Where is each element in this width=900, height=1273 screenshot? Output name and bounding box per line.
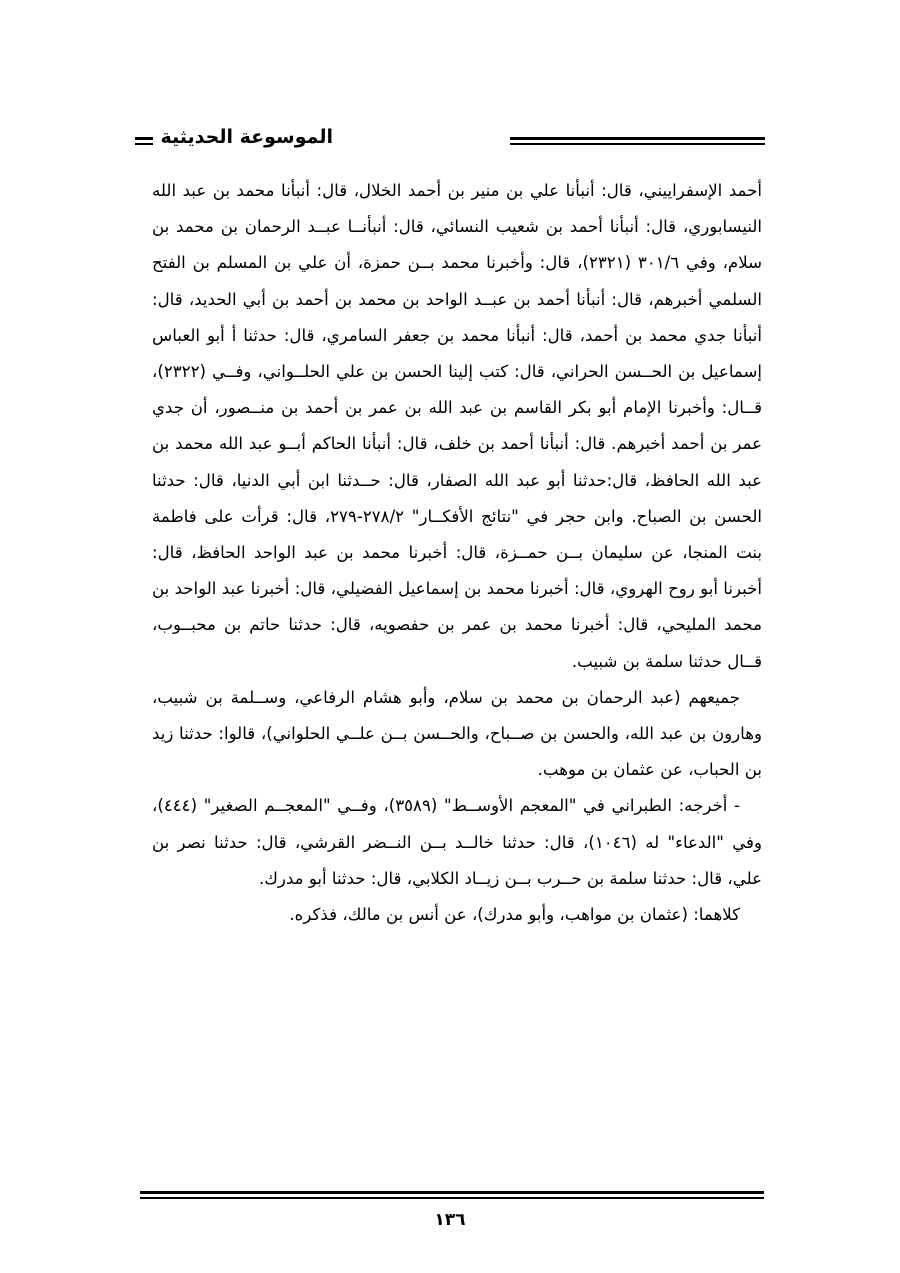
header-rule-right bbox=[510, 137, 765, 140]
paragraph-jamiuhum: جميعهم (عبد الرحمان بن محمد بن سلام، وأبو هشام الرفاعي، وســلمة بن شبيب، وهارون بن عبد الله، والحسن بن صــباح، والحــسن بــن علــي الحلواني)، قالوا: حدثنا زيد بن الحباب، عن عثمان بن موهب. bbox=[152, 687, 762, 780]
page-number: ١٣٦ bbox=[434, 1210, 466, 1230]
footer-rule-thin bbox=[140, 1197, 764, 1199]
document-body bbox=[152, 173, 762, 933]
footer-rule bbox=[140, 1191, 764, 1194]
paragraph-kilahuma: كلاهما: (عثمان بن مواهب، وأبو مدرك)، عن أنس بن مالك، فذكره. bbox=[289, 905, 740, 925]
header-rule-right-thin bbox=[510, 143, 765, 145]
paragraph-isnad: أحمد الإسفراييني، قال: أنبأنا علي بن منير بن أحمد الخلال، قال: أنبأنا محمد بن عبد الله النيسابوري، قال: أنبأنا أحمد بن شعيب النسائي، قال: أنبأنــا عبــد الرحمان بن محمد بن سلام، وفي ٣٠١/٦ (٢٣٢١)، قال: وأخبرنا محمد بــن حمزة، أن علي بن المسلم بن الفتح السلمي أخبرهم، قال: أنبأنا أحمد بن عبــد الواحد بن محمد بن أحمد بن أبي الحديد، قال: أنبأنا جدي محمد بن أحمد، قال: أنبأنا محمد بن جعفر السامري، قال: حدثنا أ أبو العباس إسماعيل بن الحــسن الحراني، قال: كتب إلينا الحسن بن علي الحلــواني، وفــي (٢٣٢٢)، قــال: وأخبرنا الإمام أبو بكر القاسم بن عبد الله بن عمر بن أحمد بن منــصور، أن جدي عمر بن أحمد أخبرهم. قال: أنبأنا أحمد بن خلف، قال: أنبأنا الحاكم أبــو عبد الله محمد بن عبد الله الحافظ، قال:حدثنا أبو عبد الله الصفار، قال: حــدثنا ابن أبي الدنيا، قال: حدثنا الحسن بن الصباح. وابن حجر في "نتائج الأفكــار" ٢٧٨/٢-٢٧٩، قال: قرأت على فاطمة بنت المنجا، عن سليمان بــن حمــزة، قال: أخبرنا محمد بن عبد الواحد الحافظ، قال: أخبرنا أبو روح الهروي، قال: أخبرنا محمد بن إسماعيل الفضيلي، قال: أخبرنا عبد الواحد بن محمد المليحي، قال: أخبرنا محمد بن عمر بن حفصويه، قال: حدثنا حاتم بن محبــوب، قــال حدثنا سلمة بن شبيب. bbox=[152, 181, 763, 671]
paragraph-akhrajahu: - أخرجه: الطبراني في "المعجم الأوســط" (٣٥٨٩)، وفــي "المعجــم الصغير" (٤٤٤)، وفي "الدعاء" له (١٠٤٦)، قال: حدثنا خالــد بــن النــضر القرشي، قال: حدثنا نصر بن علي، قال: حدثنا سلمة بن حــرب بــن زيــاد الكلابي، قال: حدثنا أبو مدرك. bbox=[152, 796, 762, 888]
page-title: الموسوعة الحديثية bbox=[153, 126, 342, 148]
page-header bbox=[135, 126, 765, 166]
